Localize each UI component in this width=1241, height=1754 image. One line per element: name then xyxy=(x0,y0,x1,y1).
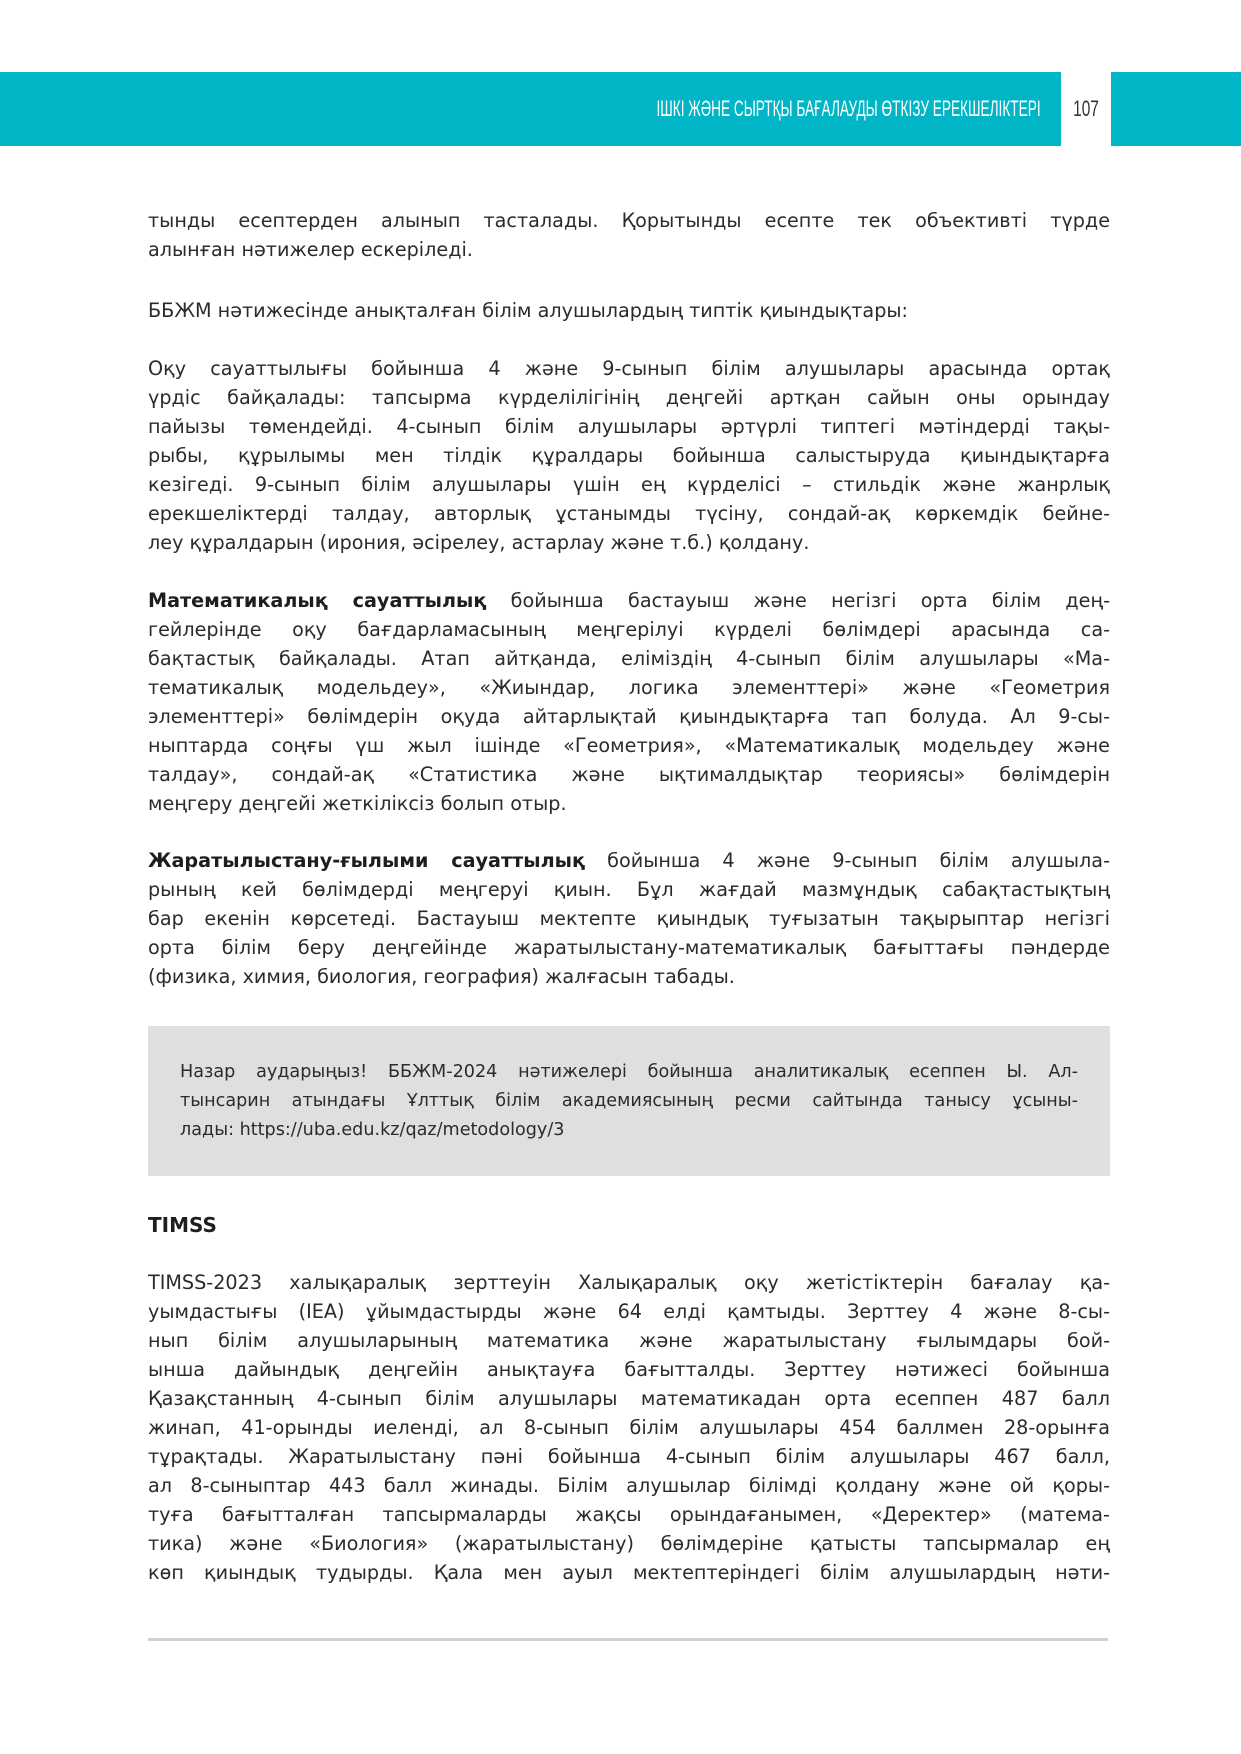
page-number: 107 xyxy=(1073,96,1099,121)
bold-term-science-literacy: Жаратылыстану-ғылыми сауаттылық xyxy=(148,849,586,872)
text-line: бар екенін көрсетеді. Бастауыш мектепте қиындық туғызатын тақырыптар негізгі xyxy=(148,907,1110,930)
text-line: туға бағытталған тапсырмаларды жақсы орындағанымен, «Деректер» (матема- xyxy=(148,1503,1110,1526)
text-line: ББЖМ нәтижесінде анықталған білім алушылардың типтік қиындықтары: xyxy=(148,299,908,322)
text-line: пайызы төмендейді. 4-сынып білім алушылары әртүрлі типтегі мәтіндерді тақы- xyxy=(148,415,1110,438)
text-line: (физика, химия, биология, география) жалғасын табады. xyxy=(148,965,735,988)
note-link-line[interactable]: лады: https://uba.edu.kz/qaz/metodology/3 xyxy=(180,1120,565,1140)
paragraph-science-literacy xyxy=(148,846,1110,991)
text-line: рының кей бөлімдерді меңгеруі қиын. Бұл жағдай мазмұндық сабақтастықтың xyxy=(148,878,1110,901)
text-line xyxy=(148,846,1110,875)
paragraph-continuation xyxy=(148,206,1110,264)
running-header-title: ІШКІ ЖӘНЕ СЫРТҚЫ БАҒАЛАУДЫ ӨТКІЗУ ЕРЕКШЕЛІКТЕРІ xyxy=(656,96,1041,121)
text-line xyxy=(148,586,1110,615)
text-line: кезігеді. 9-сынып білім алушылары үшін ең күрделісі – стильдік және жанрлық xyxy=(148,473,1110,496)
text-line: гейлерінде оқу бағдарламасының меңгерілуі күрделі бөлімдері арасында са- xyxy=(148,618,1110,641)
text-line: рыбы, құрылымы мен тілдік құралдары бойынша салыстыруда қиындықтарға xyxy=(148,444,1110,467)
text-line: тика) және «Биология» (жаратылыстану) бөлімдеріне қатысты тапсырмалар ең xyxy=(148,1532,1110,1555)
text-line: леу құралдарын (ирония, әсірелеу, астарлау және т.б.) қолдану. xyxy=(148,531,810,554)
text-line: ынша дайындық деңгейін анықтауға бағытталды. Зерттеу нәтижесі бойынша xyxy=(148,1358,1110,1381)
text-line: үрдіс байқалады: тапсырма күрделілігінің деңгейі артқан сайын оны орындау xyxy=(148,386,1110,409)
text-line: тұрақтады. Жаратылыстану пәні бойынша 4-сынып білім алушылары 467 балл, xyxy=(148,1445,1110,1468)
text-span: бойынша бастауыш және негізгі орта білім дең- xyxy=(486,589,1110,612)
paragraph-math-literacy xyxy=(148,586,1110,818)
text-span: бойынша 4 және 9-сынып білім алушыла- xyxy=(585,849,1110,872)
text-line: орта білім беру деңгейінде жаратылыстану-математикалық бағыттағы пәндерде xyxy=(148,936,1110,959)
text-line: бақтастық байқалады. Атап айтқанда, еліміздің 4-сынып білім алушылары «Ма- xyxy=(148,647,1110,670)
text-line: көп қиындық тудырды. Қала мен ауыл мектептеріндегі білім алушылардың нәти- xyxy=(148,1561,1110,1584)
note-text xyxy=(180,1058,1078,1145)
header-bar-right-block xyxy=(1111,72,1241,146)
text-line: тематикалық модельдеу», «Жиындар, логика элементтері» және «Геометрия xyxy=(148,676,1110,699)
text-line: ерекшеліктерді талдау, авторлық ұстанымды түсіну, сондай-ақ көркемдік бейне- xyxy=(148,502,1110,525)
text-line: Оқу сауаттылығы бойынша 4 және 9-сынып білім алушылары арасында ортақ xyxy=(148,357,1110,380)
bold-term-math-literacy: Математикалық сауаттылық xyxy=(148,589,487,612)
text-line: талдау», сондай-ақ «Статистика және ықтималдықтар теориясы» бөлімдерін xyxy=(148,763,1110,786)
text-line: тынды есептерден алынып тасталады. Қорытынды есепте тек объективті түрде xyxy=(148,209,1110,232)
text-line: элементтері» бөлімдерін оқуда айтарлықтай қиындықтарға тап болуда. Ал 9-сы- xyxy=(148,705,1110,728)
text-line: тынсарин атындағы Ұлттық білім академиясының ресми сайтында танысу ұсыны- xyxy=(180,1091,1078,1111)
paragraph-timss xyxy=(148,1268,1110,1587)
text-line: ал 8-сыныптар 443 балл жинады. Білім алушылар білімді қолдану және ой қоры- xyxy=(148,1474,1110,1497)
paragraph-reading-literacy xyxy=(148,354,1110,557)
text-line: нып білім алушыларының математика және жаратылыстану ғылымдары бой- xyxy=(148,1329,1110,1352)
section-heading-timss: TIMSS xyxy=(148,1213,217,1237)
text-line: меңгеру деңгейі жеткіліксіз болып отыр. xyxy=(148,792,567,815)
text-line: TIMSS-2023 халықаралық зерттеуін Халықаралық оқу жетістіктерін бағалау қа- xyxy=(148,1271,1110,1294)
text-line: Қазақстанның 4-сынып білім алушылары математикадан орта есеппен 487 балл xyxy=(148,1387,1110,1410)
paragraph-difficulties-intro xyxy=(148,296,1110,325)
text-line: ныптарда соңғы үш жыл ішінде «Геометрия», «Математикалық модельдеу және xyxy=(148,734,1110,757)
text-line: алынған нәтижелер ескеріледі. xyxy=(148,238,473,261)
attention-note-box xyxy=(148,1026,1110,1176)
text-line: жинап, 41-орынды иеленді, ал 8-сынып білім алушылары 454 баллмен 28-орынға xyxy=(148,1416,1110,1439)
header-bar xyxy=(0,72,1061,146)
text-line: уымдастығы (IEA) ұйымдастырды және 64 елді қамтыды. Зерттеу 4 және 8-сы- xyxy=(148,1300,1110,1323)
text-line: Назар аударыңыз! ББЖМ-2024 нәтижелері бойынша аналитикалық есеппен Ы. Ал- xyxy=(180,1062,1078,1082)
footer-divider xyxy=(148,1638,1108,1641)
